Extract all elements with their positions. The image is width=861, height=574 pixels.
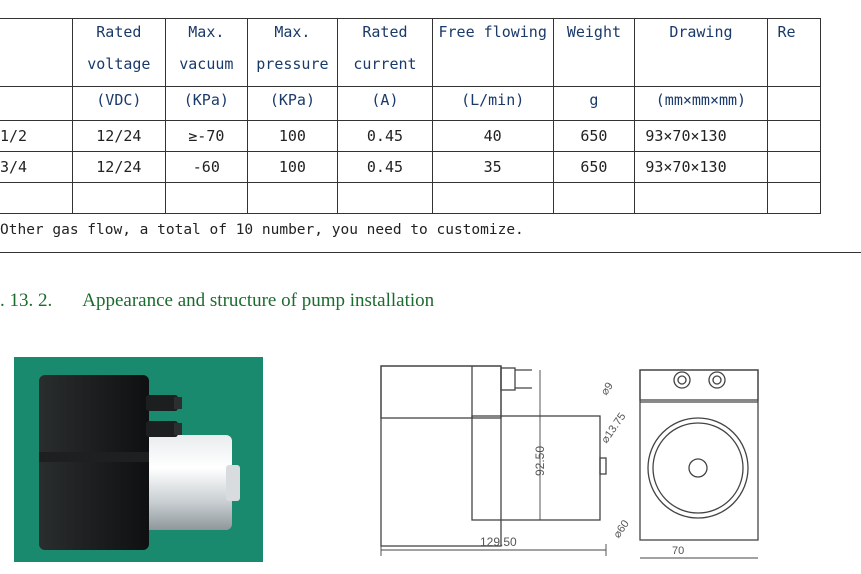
section-number: . 13. 2. <box>0 290 53 311</box>
header-max-vacuum: Max. <box>165 19 247 56</box>
dim-d9: ⌀9 <box>598 380 616 398</box>
table-row: 3/4 12/24 -60 100 0.45 35 650 93×70×130 <box>0 152 821 183</box>
unit-amp: (A) <box>338 87 433 121</box>
dim-height: 92.50 <box>533 445 547 476</box>
header-free-flowing: Free flowing <box>432 19 553 56</box>
unit-gram: g <box>553 87 635 121</box>
unit-kpa-pressure: (KPa) <box>247 87 337 121</box>
header-voltage-line2: voltage <box>72 55 165 87</box>
section-heading <box>0 290 434 312</box>
unit-mm: (mm×mm×mm) <box>635 87 767 121</box>
header-pressure-line2: pressure <box>247 55 337 87</box>
unit-lmin: (L/min) <box>432 87 553 121</box>
table-row: 1/2 12/24 ≥-70 100 0.45 40 650 93×70×130 <box>0 121 821 152</box>
pump-drawing <box>372 360 772 570</box>
note-text: Other gas flow, a total of 10 number, you need to customize. <box>0 222 524 238</box>
unit-vdc: (VDC) <box>72 87 165 121</box>
unit-kpa-vacuum: (KPa) <box>165 87 247 121</box>
header-model <box>0 19 72 56</box>
header-rated-current: Rated <box>338 19 433 56</box>
section-title: Appearance and structure of pump installation <box>82 290 435 311</box>
dim-d60: ⌀60 <box>611 518 632 541</box>
header-rated-voltage: Rated <box>72 19 165 56</box>
dim-length: 129.50 <box>480 535 517 549</box>
spec-table <box>0 18 821 214</box>
header-drawing: Drawing <box>635 19 767 56</box>
header-vacuum-line2: vacuum <box>165 55 247 87</box>
divider <box>0 252 861 253</box>
pump-photo <box>14 357 263 562</box>
header-current-line2: current <box>338 55 433 87</box>
table-row-empty <box>0 183 821 214</box>
header-max-pressure: Max. <box>247 19 337 56</box>
dim-d13: ⌀13.75 <box>599 410 629 446</box>
dim-width: 70 <box>672 545 685 557</box>
header-remark: Re <box>767 19 820 56</box>
header-weight: Weight <box>553 19 635 56</box>
